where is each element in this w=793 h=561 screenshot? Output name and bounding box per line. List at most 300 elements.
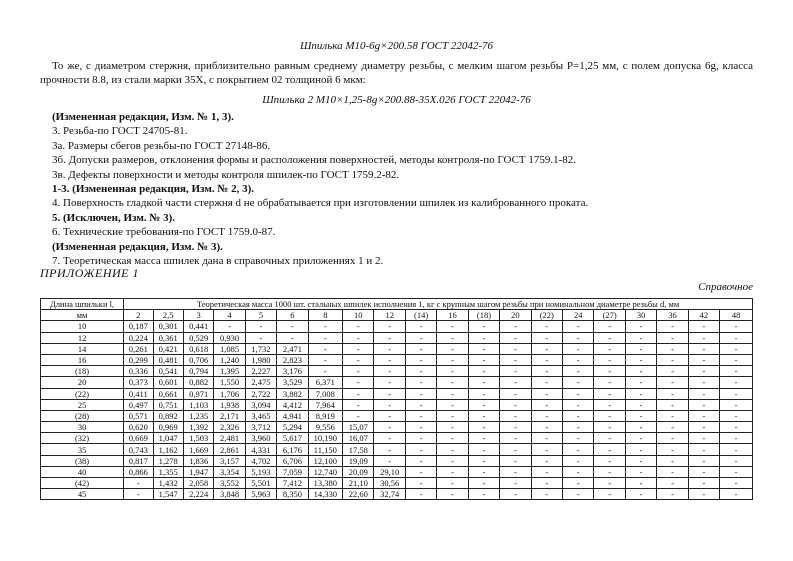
mass-cell: -: [594, 433, 625, 444]
diameter-header: (22): [531, 310, 562, 321]
diameter-header: (14): [405, 310, 436, 321]
mass-cell: -: [531, 489, 562, 500]
mass-cell: -: [437, 321, 468, 332]
mass-cell: -: [657, 444, 688, 455]
mass-cell: -: [500, 410, 531, 421]
mass-cell: -: [437, 399, 468, 410]
clause-item: 3б. Допуски размеров, отклонения формы и расположения поверхностей, методы контроля-по ГОСТ 1759.1-82.: [52, 154, 577, 167]
mass-cell: 3,712: [245, 422, 276, 433]
mass-cell: -: [343, 343, 374, 354]
mass-cell: 5,963: [245, 489, 276, 500]
mass-cell: 1,395: [214, 366, 245, 377]
length-cell: 10: [41, 321, 124, 332]
mass-cell: 1,947: [183, 466, 213, 477]
mass-cell: 0,601: [153, 377, 183, 388]
mass-cell: -: [720, 489, 753, 500]
mass-cell: -: [500, 422, 531, 433]
length-cell: (28): [41, 410, 124, 421]
mass-cell: -: [657, 422, 688, 433]
mass-cell: -: [468, 321, 499, 332]
mass-cell: -: [500, 399, 531, 410]
description-paragraph: То же, с диаметром стержня, приблизительно равным среднему диаметру резьбы, с мелким шагом резьбы Р=1,25 мм, с полем допуска 6g, класса прочности 8.8, из стали марки 35Х, с покрытием 02 толщиной 6 мкм:: [40, 60, 753, 86]
mass-cell: -: [657, 377, 688, 388]
mass-cell: 0,743: [124, 444, 153, 455]
mass-cell: -: [720, 377, 753, 388]
mass-cell: -: [468, 478, 499, 489]
diameter-header: 6: [277, 310, 308, 321]
mass-cell: -: [720, 422, 753, 433]
mass-cell: -: [625, 377, 656, 388]
mass-cell: 0,794: [183, 366, 213, 377]
length-cell: 25: [41, 399, 124, 410]
mass-cell: -: [500, 388, 531, 399]
mass-cell: 1,278: [153, 455, 183, 466]
mass-cell: 0,497: [124, 399, 153, 410]
mass-cell: 2,475: [245, 377, 276, 388]
mass-cell: -: [625, 366, 656, 377]
mass-cell: -: [688, 377, 719, 388]
mass-cell: -: [563, 410, 594, 421]
table-row: [41, 444, 753, 455]
mass-cell: -: [563, 321, 594, 332]
mass-cell: -: [720, 332, 753, 343]
mass-cell: -: [688, 321, 719, 332]
mass-cell: 0,299: [124, 354, 153, 365]
mass-cell: -: [500, 489, 531, 500]
length-cell: 20: [41, 377, 124, 388]
mass-cell: 7,059: [277, 466, 308, 477]
mass-cell: 2,058: [183, 478, 213, 489]
clause-item: (Измененная редакция, Изм. № 3).: [52, 240, 223, 253]
mass-cell: -: [374, 444, 405, 455]
mass-cell: -: [657, 455, 688, 466]
length-cell: 16: [41, 354, 124, 365]
clause-item: 4. Поверхность гладкой части стержня d не обрабатывается при изготовлении шпилек из калиброванного проката.: [52, 197, 589, 210]
mass-cell: 0,620: [124, 422, 153, 433]
diameter-header: 4: [214, 310, 245, 321]
mass-cell: -: [720, 444, 753, 455]
mass-cell: 1,938: [214, 399, 245, 410]
mass-cell: -: [468, 332, 499, 343]
mass-cell: 2,471: [277, 343, 308, 354]
mass-cell: -: [343, 321, 374, 332]
mass-cell: -: [563, 388, 594, 399]
mass-cell: -: [688, 343, 719, 354]
clause-item: 1-3. (Измененная редакция, Изм. № 2, 3).: [52, 182, 255, 195]
table-row: [41, 343, 753, 354]
mass-cell: -: [688, 399, 719, 410]
mass-cell: 9,556: [308, 422, 342, 433]
mass-cell: -: [500, 343, 531, 354]
mass-cell: -: [625, 399, 656, 410]
mass-cell: -: [625, 332, 656, 343]
mass-cell: -: [343, 354, 374, 365]
mass-cell: -: [468, 399, 499, 410]
mass-cell: 3,960: [245, 433, 276, 444]
mass-cell: -: [720, 343, 753, 354]
mass-cell: -: [468, 466, 499, 477]
length-cell: 14: [41, 343, 124, 354]
mass-cell: 1,047: [153, 433, 183, 444]
mass-cell: -: [124, 478, 153, 489]
mass-cell: -: [343, 388, 374, 399]
mass-cell: 4,331: [245, 444, 276, 455]
mass-cell: -: [563, 455, 594, 466]
mass-cell: -: [563, 433, 594, 444]
diameter-header: 2: [124, 310, 153, 321]
diameter-header: 16: [437, 310, 468, 321]
mass-cell: -: [468, 433, 499, 444]
mass-cell: -: [563, 466, 594, 477]
mass-cell: -: [657, 388, 688, 399]
mass-cell: -: [405, 489, 436, 500]
designation-example: Шпилька 2 М10×1,25-8g×200.88-35Х.026 ГОСТ 22042-76: [262, 94, 531, 106]
mass-cell: 20,09: [343, 466, 374, 477]
mass-cell: -: [625, 321, 656, 332]
mass-cell: 19,09: [343, 455, 374, 466]
mass-cell: -: [720, 399, 753, 410]
mass-cell: -: [343, 332, 374, 343]
mass-cell: -: [625, 466, 656, 477]
mass-cell: -: [437, 354, 468, 365]
mass-cell: -: [308, 332, 342, 343]
table-row: [41, 321, 753, 332]
mass-cell: -: [625, 444, 656, 455]
mass-cell: -: [625, 410, 656, 421]
mass-cell: -: [405, 455, 436, 466]
diameter-header: 48: [720, 310, 753, 321]
mass-cell: 1,547: [153, 489, 183, 500]
mass-cell: -: [214, 321, 245, 332]
table-row: [41, 433, 753, 444]
mass-cell: 0,669: [124, 433, 153, 444]
mass-cell: 1,706: [214, 388, 245, 399]
mass-cell: 0,529: [183, 332, 213, 343]
mass-cell: 1,980: [245, 354, 276, 365]
mass-cell: -: [688, 478, 719, 489]
table-row: [41, 354, 753, 365]
mass-cell: -: [374, 433, 405, 444]
mass-cell: -: [563, 422, 594, 433]
mass-cell: -: [594, 354, 625, 365]
mass-cell: 4,702: [245, 455, 276, 466]
mass-cell: -: [688, 489, 719, 500]
mass-cell: 1,836: [183, 455, 213, 466]
mass-cell: -: [500, 354, 531, 365]
diameter-header: 20: [500, 310, 531, 321]
mass-cell: 16,07: [343, 433, 374, 444]
mass-cell: 1,162: [153, 444, 183, 455]
mass-cell: 7,008: [308, 388, 342, 399]
mass-cell: 0,421: [153, 343, 183, 354]
mass-cell: 0,706: [183, 354, 213, 365]
mass-cell: -: [563, 489, 594, 500]
mass-cell: -: [531, 321, 562, 332]
mass-cell: 3,552: [214, 478, 245, 489]
mass-cell: 0,930: [214, 332, 245, 343]
mass-cell: 2,823: [277, 354, 308, 365]
mass-cell: 3,176: [277, 366, 308, 377]
mass-cell: -: [405, 433, 436, 444]
mass-cell: -: [437, 444, 468, 455]
mass-cell: -: [468, 377, 499, 388]
mass-cell: 0,866: [124, 466, 153, 477]
mass-cell: 21,10: [343, 478, 374, 489]
mass-cell: -: [531, 433, 562, 444]
mass-cell: -: [437, 455, 468, 466]
mass-cell: -: [500, 478, 531, 489]
mass-cell: -: [437, 366, 468, 377]
table-row: [41, 399, 753, 410]
diameter-header: 12: [374, 310, 405, 321]
mass-cell: 3,529: [277, 377, 308, 388]
table-row: [41, 366, 753, 377]
mass-cell: -: [500, 433, 531, 444]
mass-cell: -: [657, 410, 688, 421]
mass-cell: -: [657, 321, 688, 332]
mass-cell: -: [405, 478, 436, 489]
mass-cell: -: [657, 343, 688, 354]
mass-cell: -: [308, 366, 342, 377]
mass-cell: 5,193: [245, 466, 276, 477]
mass-cell: -: [594, 444, 625, 455]
mass-cell: -: [688, 433, 719, 444]
mass-cell: -: [405, 354, 436, 365]
mass-cell: -: [308, 343, 342, 354]
mass-cell: 5,501: [245, 478, 276, 489]
diameter-header: 24: [563, 310, 594, 321]
mass-cell: 3,094: [245, 399, 276, 410]
mass-cell: 32,74: [374, 489, 405, 500]
length-cell: 30: [41, 422, 124, 433]
mass-cell: -: [625, 343, 656, 354]
clause-item: 3в. Дефекты поверхности и методы контроля шпилек-по ГОСТ 1759.2-82.: [52, 168, 400, 181]
length-cell: (22): [41, 388, 124, 399]
mass-cell: -: [720, 478, 753, 489]
mass-cell: -: [531, 366, 562, 377]
mass-cell: -: [720, 388, 753, 399]
appendix-title: ПРИЛОЖЕНИЕ 1: [40, 266, 139, 280]
mass-cell: -: [657, 478, 688, 489]
mass-cell: -: [594, 388, 625, 399]
mass-cell: -: [688, 444, 719, 455]
mass-cell: -: [531, 343, 562, 354]
mass-cell: -: [688, 354, 719, 365]
mass-cell: 0,361: [153, 332, 183, 343]
mass-cell: -: [468, 489, 499, 500]
mass-cell: -: [531, 388, 562, 399]
mass-cell: -: [531, 399, 562, 410]
mass-cell: -: [124, 489, 153, 500]
length-cell: (18): [41, 366, 124, 377]
mass-cell: -: [308, 354, 342, 365]
mass-cell: -: [468, 388, 499, 399]
mass-cell: -: [245, 321, 276, 332]
mass-cell: 0,971: [183, 388, 213, 399]
reference-label: Справочное: [698, 281, 753, 293]
mass-cell: -: [720, 354, 753, 365]
mass-cell: 0,373: [124, 377, 153, 388]
mass-cell: -: [531, 377, 562, 388]
table-header-row: [41, 299, 753, 310]
mass-cell: -: [468, 366, 499, 377]
mass-cell: -: [594, 478, 625, 489]
mass-cell: 2,171: [214, 410, 245, 421]
table-row: [41, 466, 753, 477]
mass-cell: -: [720, 433, 753, 444]
diameter-header: 36: [657, 310, 688, 321]
length-cell: (32): [41, 433, 124, 444]
diameter-header-row: [41, 310, 753, 321]
mass-cell: -: [500, 466, 531, 477]
mass-cell: 0,261: [124, 343, 153, 354]
mass-cell: 2,481: [214, 433, 245, 444]
mass-cell: 10,190: [308, 433, 342, 444]
mass-cell: -: [657, 433, 688, 444]
mass-cell: -: [405, 332, 436, 343]
mass-cell: -: [563, 366, 594, 377]
clause-item: 7. Теоретическая масса шпилек дана в справочных приложениях 1 и 2.: [52, 254, 384, 267]
mass-cell: -: [374, 343, 405, 354]
table-caption: Теоретическая масса 1000 шт. стальных шпилек исполнения 1, кг с крупным шагом резьбы при номинальном диаметре резьбы d, мм: [124, 299, 753, 310]
mass-cell: 3,157: [214, 455, 245, 466]
mass-cell: -: [437, 433, 468, 444]
mass-cell: 12,740: [308, 466, 342, 477]
clauses-list: [52, 110, 588, 268]
mass-cell: -: [594, 321, 625, 332]
mass-cell: -: [468, 354, 499, 365]
table-row: [41, 489, 753, 500]
mass-cell: -: [374, 377, 405, 388]
mass-cell: -: [688, 422, 719, 433]
mass-cell: 4,941: [277, 410, 308, 421]
mass-cell: -: [374, 422, 405, 433]
clause-item: 6. Технические требования-по ГОСТ 1759.0-87.: [52, 226, 276, 239]
mass-cell: -: [657, 354, 688, 365]
mass-cell: -: [720, 410, 753, 421]
mass-cell: 6,371: [308, 377, 342, 388]
mass-cell: 11,150: [308, 444, 342, 455]
mass-cell: -: [531, 466, 562, 477]
mass-cell: 3,848: [214, 489, 245, 500]
mass-cell: -: [563, 444, 594, 455]
mass-table: [40, 298, 753, 500]
mass-cell: -: [500, 444, 531, 455]
diameter-header: (27): [594, 310, 625, 321]
length-cell: 45: [41, 489, 124, 500]
mass-cell: -: [625, 433, 656, 444]
mass-cell: -: [531, 332, 562, 343]
mass-cell: -: [374, 366, 405, 377]
mass-cell: -: [688, 455, 719, 466]
mass-cell: -: [437, 377, 468, 388]
mass-cell: -: [531, 455, 562, 466]
mass-cell: 1,235: [183, 410, 213, 421]
mass-cell: 1,669: [183, 444, 213, 455]
mass-cell: 22,60: [343, 489, 374, 500]
length-cell: 12: [41, 332, 124, 343]
mass-cell: -: [625, 478, 656, 489]
mass-cell: -: [374, 332, 405, 343]
mass-cell: 6,706: [277, 455, 308, 466]
mass-cell: -: [437, 489, 468, 500]
mass-cell: -: [594, 422, 625, 433]
mass-cell: 7,412: [277, 478, 308, 489]
mass-cell: -: [343, 366, 374, 377]
mass-cell: -: [405, 466, 436, 477]
mass-cell: -: [437, 388, 468, 399]
mass-cell: -: [374, 354, 405, 365]
mass-cell: 7,964: [308, 399, 342, 410]
row-header-label: Длина шпильки l,: [41, 299, 124, 310]
mass-cell: -: [405, 399, 436, 410]
mass-cell: -: [720, 466, 753, 477]
mass-cell: -: [531, 444, 562, 455]
mass-cell: 3,882: [277, 388, 308, 399]
mass-cell: -: [405, 444, 436, 455]
mass-cell: -: [468, 410, 499, 421]
mass-cell: 0,224: [124, 332, 153, 343]
mass-cell: -: [405, 366, 436, 377]
mass-cell: 15,07: [343, 422, 374, 433]
mass-cell: -: [500, 366, 531, 377]
mass-cell: 0,336: [124, 366, 153, 377]
mass-cell: 0,481: [153, 354, 183, 365]
mass-cell: 3,354: [214, 466, 245, 477]
length-cell: 35: [41, 444, 124, 455]
mass-cell: -: [594, 410, 625, 421]
mass-cell: -: [374, 410, 405, 421]
mass-cell: 0,571: [124, 410, 153, 421]
mass-cell: 1,432: [153, 478, 183, 489]
mass-cell: -: [437, 410, 468, 421]
row-header-unit: мм: [41, 310, 124, 321]
mass-cell: 0,441: [183, 321, 213, 332]
mass-cell: -: [405, 343, 436, 354]
mass-cell: -: [657, 366, 688, 377]
mass-cell: 30,56: [374, 478, 405, 489]
mass-cell: 1,355: [153, 466, 183, 477]
mass-cell: -: [531, 478, 562, 489]
mass-cell: -: [625, 422, 656, 433]
mass-cell: -: [594, 455, 625, 466]
diameter-header: 8: [308, 310, 342, 321]
mass-cell: 2,224: [183, 489, 213, 500]
mass-cell: 2,861: [214, 444, 245, 455]
mass-cell: 0,411: [124, 388, 153, 399]
mass-cell: -: [657, 332, 688, 343]
mass-cell: 0,541: [153, 366, 183, 377]
mass-cell: -: [720, 455, 753, 466]
table-row: [41, 410, 753, 421]
diameter-header: 10: [343, 310, 374, 321]
mass-cell: -: [468, 422, 499, 433]
mass-cell: -: [531, 354, 562, 365]
mass-cell: -: [625, 354, 656, 365]
diameter-header: 3: [183, 310, 213, 321]
mass-cell: -: [594, 466, 625, 477]
mass-cell: -: [308, 321, 342, 332]
mass-cell: -: [500, 455, 531, 466]
mass-cell: 17,58: [343, 444, 374, 455]
mass-cell: -: [563, 332, 594, 343]
mass-cell: 5,617: [277, 433, 308, 444]
mass-cell: -: [500, 321, 531, 332]
mass-cell: 2,227: [245, 366, 276, 377]
mass-cell: 12,100: [308, 455, 342, 466]
mass-cell: -: [563, 478, 594, 489]
mass-cell: -: [277, 321, 308, 332]
